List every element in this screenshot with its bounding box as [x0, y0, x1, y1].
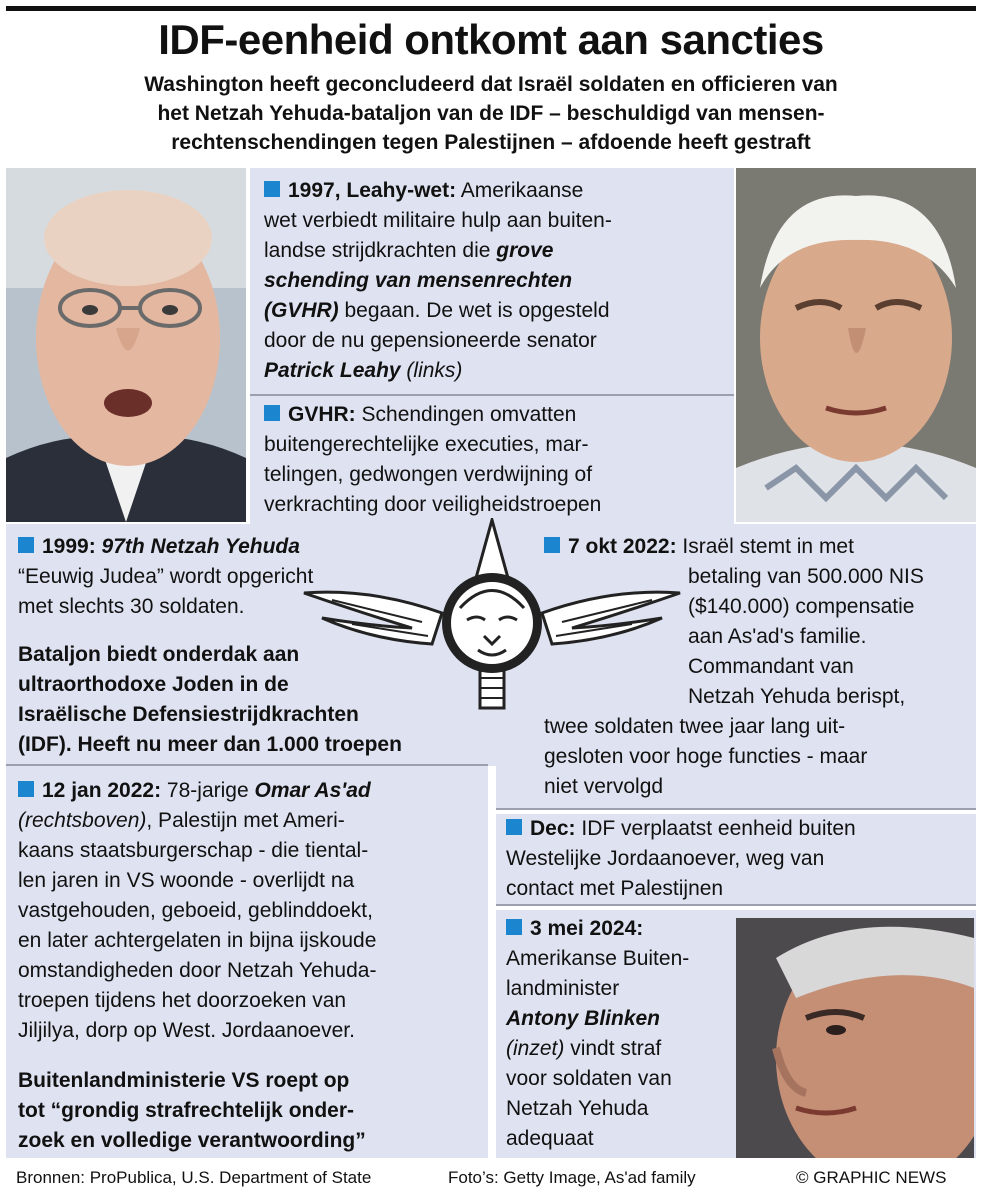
state-department-call: Buitenlandministerie VS roept op tot “grondig strafrechtelijk onder- zoek en volledige verantwoording” [18, 1069, 366, 1152]
mei-2024-text: 3 mei 2024: Amerikanse Buiten- landminister Antony Blinken (inzet) vindt straf voor soldaten van Netzah Yehuda adequaat [506, 917, 690, 1150]
photo-patrick-leahy [6, 168, 246, 522]
photo-antony-blinken [736, 918, 974, 1158]
jan-2022-text: 12 jan 2022: 78-jarige Omar As'ad (rechtsboven), Palestijn met Ameri- kaans staatsburgerschap - die tiental- len jaren in VS woonde - overlijdt na vastgehouden, geboeid, geblinddoekt, en later achtergelaten in bijna ijskoude omstandigheden door Netzah Yehuda- troepen tijdens het doorzoeken van Jiljilya, dorp op West. Jordaanoever. [18, 779, 377, 1042]
sources-credit: Bronnen: ProPublica, U.S. Department of State [16, 1168, 372, 1187]
year-1999-text: 1999: 97th Netzah Yehuda “Eeuwig Judea” wordt opgericht met slechts 30 soldaten. [18, 535, 314, 618]
divider [6, 764, 488, 766]
portrait-blinken-illustration [736, 918, 974, 1158]
bullet-square-icon [264, 181, 280, 197]
okt-2022-text-cont: betaling van 500.000 NIS ($140.000) compensatie aan As'ad's familie. Commandant van Netzah Yehuda berispt, [688, 565, 924, 708]
okt-2022-text: 7 okt 2022: Israël stemt in met [544, 532, 974, 562]
page-subtitle: Washington heeft geconcludeerd dat Israël soldaten en officieren van het Netzah Yehuda-bataljon van de IDF – beschuldigd van mensen- rechtenschendingen tegen Palestijnen – afdoende heeft gestraft [144, 73, 838, 154]
okt-2022-text-end: twee soldaten twee jaar lang uit- gesloten voor hoge functies - maar niet vervolgd [544, 715, 868, 798]
bullet-square-icon [544, 537, 560, 553]
divider [496, 904, 976, 906]
battalion-description: Bataljon biedt onderdak aan ultraorthodoxe Joden in de Israëlische Defensiestrijdkrachten (IDF). Heeft nu meer dan 1.000 troepen [18, 643, 402, 756]
top-rule [6, 6, 976, 11]
divider [496, 808, 976, 810]
divider [250, 394, 734, 396]
bullet-square-icon [506, 919, 522, 935]
bullet-square-icon [264, 405, 280, 421]
gvhr-text: GVHR: Schendingen omvatten buitengerechtelijke executies, mar- telingen, gedwongen verdwijning of verkrachting door veiligheidstroepen [264, 403, 602, 516]
portrait-asad-illustration [736, 168, 976, 522]
bullet-square-icon [18, 781, 34, 797]
page-title: IDF-eenheid ontkomt aan sancties [158, 16, 824, 63]
photo-omar-asad [736, 168, 976, 522]
dec-text: Dec: IDF verplaatst eenheid buiten Westelijke Jordaanoever, weg van contact met Palestijnen [506, 817, 856, 900]
copyright-credit: © GRAPHIC NEWS [796, 1168, 947, 1187]
bullet-square-icon [18, 537, 34, 553]
bullet-square-icon [506, 819, 522, 835]
leahy-law-text: 1997, Leahy-wet: Amerikaanse wet verbiedt militaire hulp aan buiten- landse strijdkrachten die grove schending van mensenrechten (GVHR) begaan. De wet is opgesteld door de nu gepensioneerde senator Patrick Leahy (links) [264, 179, 612, 382]
photo-credit: Foto’s: Getty Image, As'ad family [448, 1168, 696, 1187]
portrait-leahy-illustration [6, 168, 246, 522]
